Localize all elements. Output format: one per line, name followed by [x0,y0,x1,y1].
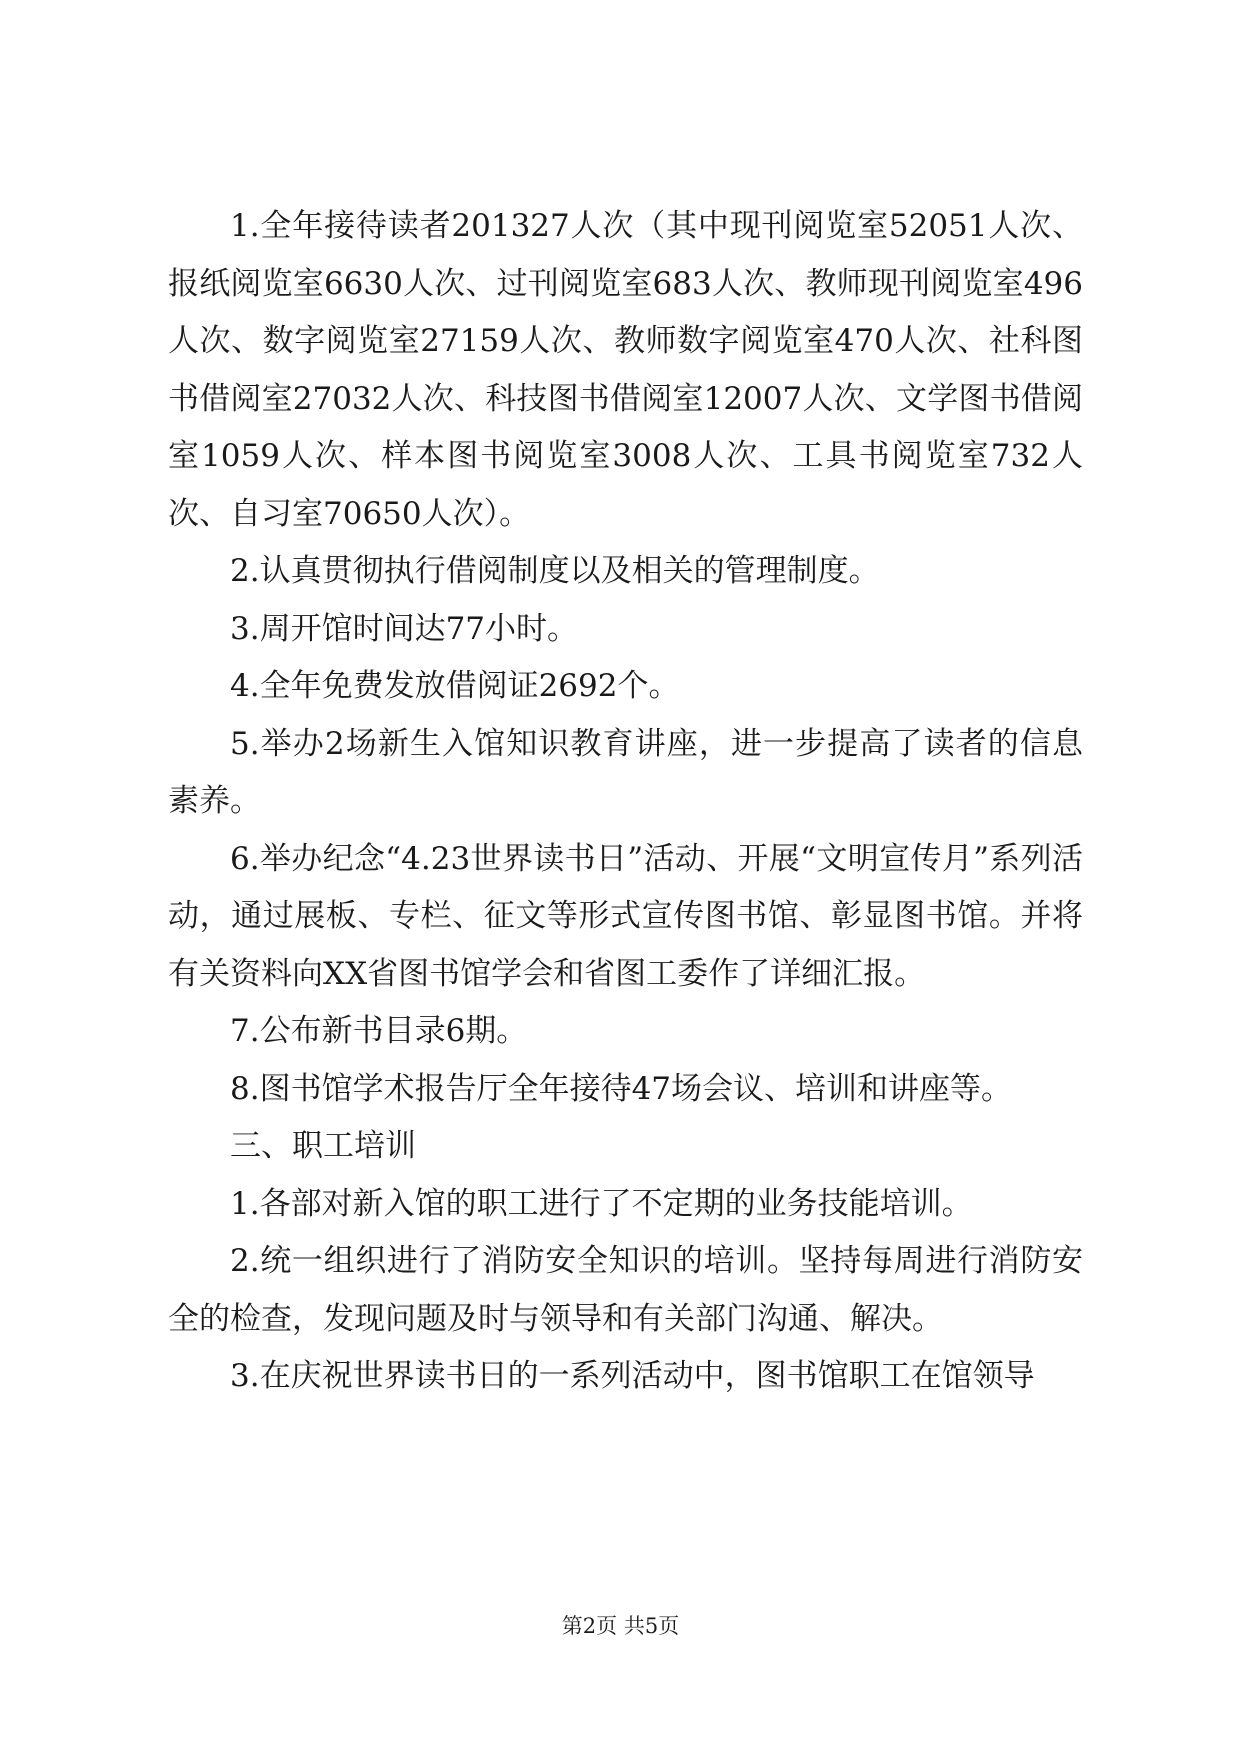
paragraph-orientation-lectures: 5.举办2场新生入馆知识教育讲座，进一步提高了读者的信息素养。 [168,725,1083,819]
paragraph-new-book-list: 7.公布新书目录6期。 [230,1013,528,1049]
paragraph-library-cards: 4.全年免费发放借阅证2692个。 [230,668,680,704]
paragraph-opening-hours: 3.周开馆时间达77小时。 [230,610,579,647]
paragraph-reader-stats: 1.全年接待读者201327人次（其中现刊阅览室52051人次、报纸阅览室6630人次、过刊阅览室683人次、教师现刊阅览室496人次、数字阅览室27159人次、教师数字阅览室470人次、社科图书借阅室27032人次、科技图书借阅室12007人次、文学图书借阅室1059人次、样本图书阅览室3008人次、工具书阅览室732人次、自习室70650人次）。 [168,208,1083,532]
paragraph-lecture-hall: 8.图书馆学术报告厅全年接待47场会议、培训和讲座等。 [230,1070,1013,1107]
paragraph-fire-safety: 2.统一组织进行了消防安全知识的培训。坚持每周进行消防安全的检查，发现问题及时与领导和有关部门沟通、解决。 [168,1243,1083,1337]
document-body [168,198,1083,1406]
paragraph-reading-day-staff: 3.在庆祝世界读书日的一系列活动中，图书馆职工在馆领导 [230,1358,1035,1394]
section-heading-staff-training: 三、职工培训 [230,1128,416,1164]
paragraph-borrowing-rules: 2.认真贯彻执行借阅制度以及相关的管理制度。 [230,553,880,589]
paragraph-reading-day-activities: 6.举办纪念“4.23世界读书日”活动、开展“文明宣传月”系列活动，通过展板、专栏、征文等形式宣传图书馆、彰显图书馆。并将有关资料向XX省图书馆学会和省图工委作了详细汇报。 [168,840,1083,992]
page-number-footer: 第2页 共5页 [561,1614,680,1638]
paragraph-skills-training: 1.各部对新入馆的职工进行了不定期的业务技能培训。 [230,1185,973,1222]
